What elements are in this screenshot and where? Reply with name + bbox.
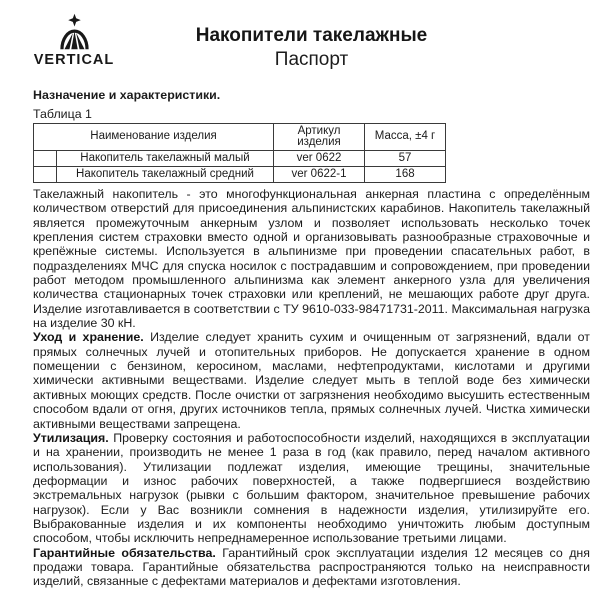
column-header-mass: Масса, ±4 г (365, 124, 446, 151)
column-header-name: Наименование изделия (34, 124, 274, 151)
paragraph-warranty (33, 546, 590, 589)
intro-text: Такелажный накопитель - это многофункциональная анкерная пластина с определённым количеством отверстий для присоединения альпинистских карабинов. Накопитель такелажный является промежуточным анкерным узлом и позволяет использовать несколько точек крепления систем страховки вместо одной и организовывать разнообразные страховочные и крепёжные системы. Используется в альпинизме при проведении спасательных работ, в подразделениях МЧС для спуска носилок с пострадавшим и сопровождением, при проведении работ методом промышленного альпинизма как элемент анкерного узла для увеличения количества стационарных точек страховки или креплений, не мешающих работе друг друга. Изделие изготавливается в соответствии с ТУ 9610-033-98471731-2011. Максимальная нагрузка на изделие 30 кН. (33, 187, 590, 331)
title-block (33, 24, 590, 72)
disposal-text: Проверку состояния и работоспособности изделий, находящихся в эксплуатации и на хранении, производить не менее 1 раза в год (как правило, перед началом активного использования). Утилизации подлежат изделия, имеющие трещины, значительные деформации и износ рабочих поверхностей, а также подвергшиеся воздействию экстремальных нагрузок (рывки с большим фактором, значительное превышение рабочих нагрузок). Если у Вас возникли сомнения в надежности изделия, утилизируйте его. Выбракованные изделия и их компоненты необходимо уничтожить любым доступным способом, чтобы исключить непреднамеренное использование третьими лицами. (33, 430, 590, 546)
product-table (33, 123, 446, 183)
section-heading-purpose: Назначение и характеристики. (33, 88, 221, 102)
column-header-article: Артикул изделия (274, 124, 365, 151)
product-mass-cell: 168 (365, 167, 446, 183)
warranty-text: Гарантийный срок эксплуатации изделия 12 месяцев со дня продажи товара. Гарантийные обязательства распространяются только на неисправности изделий, связанные с дефектами материалов и дефектами изготовления. (33, 545, 590, 589)
disposal-label: Утилизация. (33, 430, 109, 445)
document-header (0, 0, 600, 86)
table-caption: Таблица 1 (33, 107, 92, 121)
row-index-cell (34, 151, 57, 167)
paragraph-disposal (33, 431, 590, 546)
product-name-cell: Накопитель такелажный средний (57, 167, 274, 183)
body-text (33, 187, 590, 589)
care-label: Уход и хранение. (33, 330, 144, 345)
row-index-cell (34, 167, 57, 183)
paragraph-care (33, 330, 590, 430)
document-content (33, 88, 590, 589)
logo-brand-text: VERTICAL (33, 52, 115, 68)
table-row (34, 151, 446, 167)
table-header-row (34, 124, 446, 151)
product-article-cell: ver 0622 (274, 151, 365, 167)
table-row (34, 167, 446, 183)
page-subtitle: Паспорт (274, 49, 349, 70)
product-mass-cell: 57 (365, 151, 446, 167)
product-name-cell: Накопитель такелажный малый (57, 151, 274, 167)
page-title: Накопители такелажные (195, 25, 428, 46)
paragraph-intro (33, 187, 590, 330)
care-text: Изделие следует хранить сухим и очищенным от загрязнений, вдали от прямых солнечных лучей и отопительных приборов. Не допускается хранение в одном помещении с бензином, керосином, маслами, нефтепродуктами, кислотами и другими химически активными веществами. Изделие следует мыть в теплой воде без химически активных моющих средств. После очистки от загрязнения необходимо высушить естественным способом вдали от огня, других источников тепла, прямых солнечных лучей. Чистка химически активными веществами запрещена. (33, 330, 590, 431)
product-article-cell: ver 0622-1 (274, 167, 365, 183)
warranty-label: Гарантийные обязательства. (33, 545, 216, 560)
